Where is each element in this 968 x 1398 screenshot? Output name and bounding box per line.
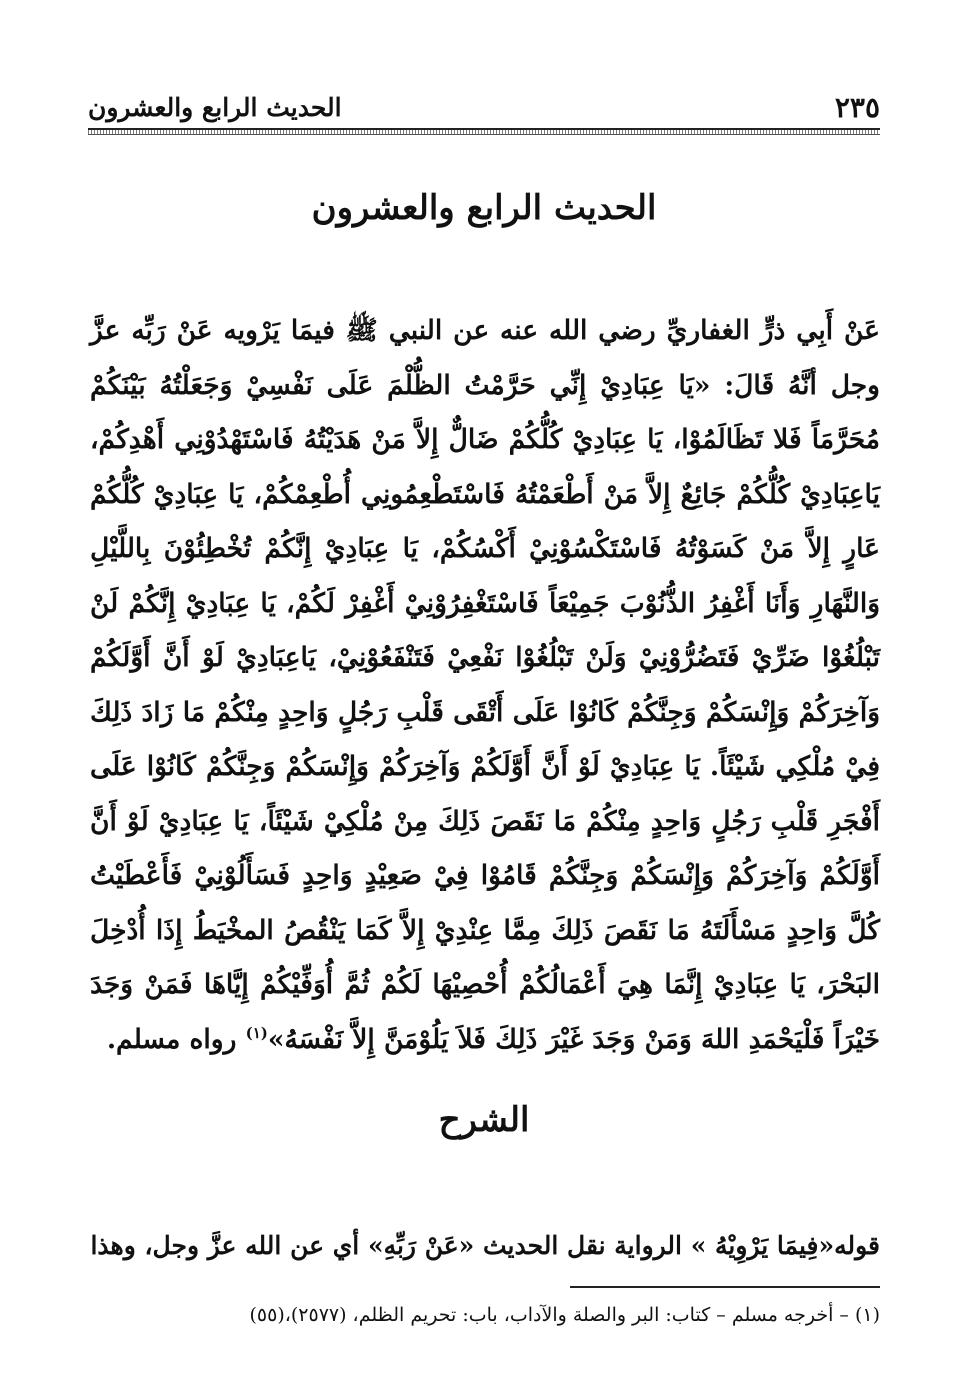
hadith-intro: عَنْ أَبِي ذرٍّ الغفاريِّ رضي الله عنه عن النبي ﷺ فيمَا يَرْويه عَنْ رَبِّه عزَّ وجل أنَّهُ قَالَ: [90,315,880,401]
running-header [88,86,880,126]
section-title: الشرح [438,1100,530,1140]
footnote-marker[interactable]: (١) [245,1023,268,1042]
footnote: (١) – أخرجه مسلم – كتاب: البر والصلة والآداب، باب: تحريم الظلم، (٢٥٧٧)،(٥٥) [249,1304,880,1326]
hadith-attribution: رواه مسلم. [106,1023,237,1055]
hadith-quote: «يَا عِبَادِيْ إِنِّي حَرَّمْتُ الظُّلْمَ عَلَى نَفْسِيْ وَجَعَلْتُهُ بَيْنَكُمْ مُحَرَّمَاً فَلا تَظَالَمُوْا، يَا عِبَادِيْ كُلُّكُمْ ضَالٌّ إِلاَّ مَنْ هَدَيْتُهُ فَاسْتَهْدُوْنِي أَهْدِكُمْ، يَاعِبَادِيْ كُلُّكُمْ جَائِعٌ إِلاَّ مَنْ أَطْعَمْتُهُ فَاسْتَطْعِمُونِي أُطْعِمْكُمْ، يَا عِبَادِيْ كُلُّكُمْ عَارٍ إِلاَّ مَنْ كَسَوْتُهُ فَاسْتَكْسُوْنِيْ أَكْسُكُمْ، يَا عِبَادِيْ إِنَّكُمْ تُخْطِئُوْنَ بِاللَّيْلِ وَالنَّهَارِ وَأَنَا أَغْفِرُ الذُّنُوْبَ جَمِيْعَاً فَاسْتَغْفِرُوْنِيْ أَغْفِرْ لَكُمْ، يَا عِبَادِيْ إِنَّكُمْ لَنْ تَبْلُغُوْا ضَرِّيْ فَتَضُرُّوْنِيْ وَلَنْ تَبْلُغُوْا نَفْعِيْ فَتَنْفَعُوْنِيْ، يَاعِبَادِيْ لَوْ أَنَّ أَوَّلَكُمْ وَآخِرَكُمْ وَإِنْسَكُمْ وَجِنَّكُمْ كَانُوْا عَلَى أَتْقَى قَلْبِ رَجُلٍ وَاحِدٍ مِنْكُمْ مَا زَادَ ذَلِكَ فِيْ مُلْكِي شَيْئَاً. يَا عِبَادِيْ لَوْ أَنَّ أَوَّلَكُمْ وَآخِرَكُمْ وَإِنْسَكُمْ وَجِنَّكُمْ كَانُوْا عَلَى أَفْجَرِ قَلْبِ رَجُلٍ وَاحِدٍ مِنْكُمْ مَا نَقَصَ ذَلِكَ مِنْ مُلْكِيْ شَيْئَاً، يَا عِبَادِيْ لَوْ أَنَّ أَوَّلَكُمْ وَآخِرَكُمْ وَإِنْسَكُمْ وَجِنَّكُمْ قَامُوْا فِيْ صَعِيْدٍ وَاحِدٍ فَسَأَلُوْنِيْ فَأَعْطَيْتُ كُلَّ وَاحِدٍ مَسْأَلَتَهُ مَا نَقَصَ ذَلِكَ مِمَّا عِنْدِيْ إِلاَّ كَمَا يَنْقُصُ المخْيَطُ إِذَا أُدْخِلَ البَحْرَ، يَا عِبَادِيْ إِنَّمَا هِيَ أَعْمَالُكُمْ أُحْصِيْهَا لَكُمْ ثُمَّ أُوَفِّيْكُمْ إِيَّاهَا فَمَنْ وَجَدَ خَيْرَاً فَلْيَحْمَدِ اللهَ وَمَنْ وَجَدَ غَيْرَ ذَلِكَ فَلاَ يَلُوْمَنَّ إِلاَّ نَفْسَهُ» [90,369,880,1055]
running-title: الحديث الرابع والعشرون [88,93,342,122]
page-number: ٢٣٥ [834,91,880,124]
footnote-divider [570,1286,880,1288]
chapter-title: الحديث الرابع والعشرون [311,188,657,228]
commentary-text: قوله«فِيمَا يَرْوِيْهُ » الرواية نقل الحديث «عَنْ رَبِّهِ» أي عن الله عزَّ وجل، وهذا [90,1231,880,1260]
hadith-text [90,304,880,1067]
header-rule [88,128,880,135]
